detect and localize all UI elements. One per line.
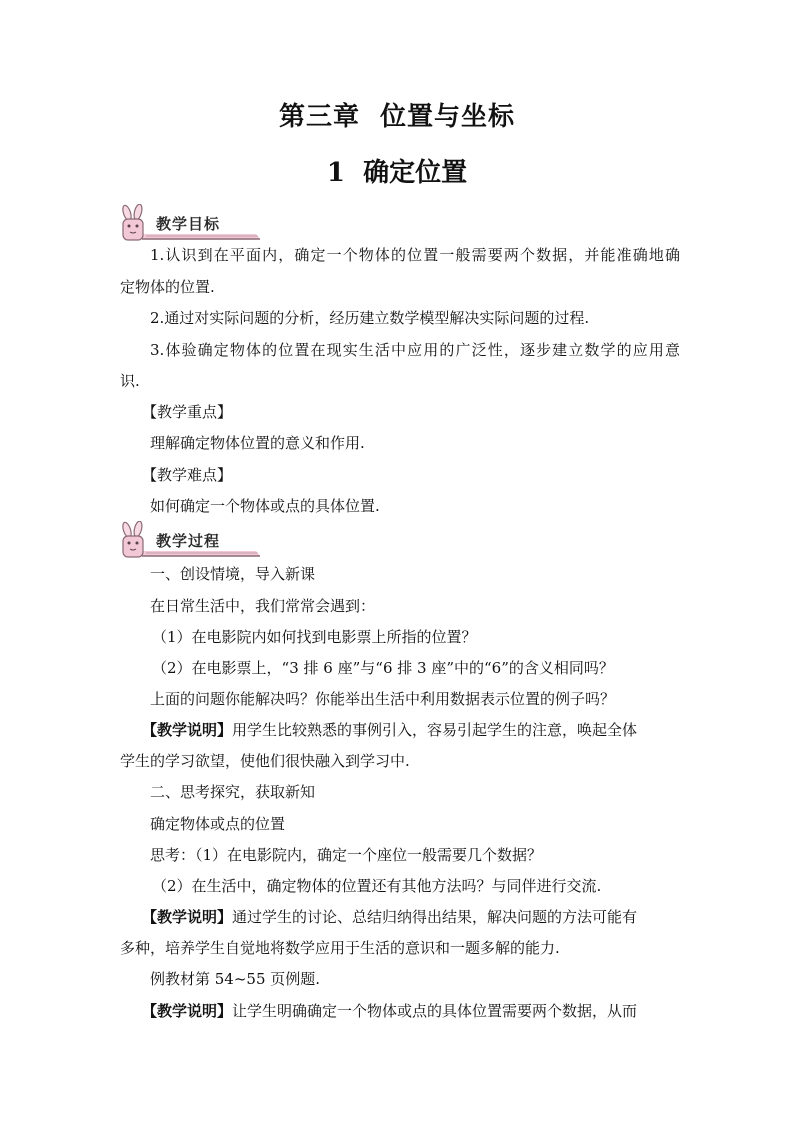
goal-3-line-1: 3.体验确定物体的位置在现实生活中应用的广泛性，逐步建立数学的应用意: [150, 341, 680, 359]
section-1-note-text: 用学生比较熟悉的事例引入，容易引起学生的注意，唤起全体: [232, 721, 638, 739]
section-title: 1 确定位置: [326, 158, 468, 188]
difficulty-text: 如何确定一个物体或点的具体位置.: [150, 497, 380, 515]
section-1-question-3: 上面的问题你能解决吗？你能举出生活中利用数据表示位置的例子吗？: [150, 690, 616, 708]
section-1-note-line-1: [142, 720, 680, 740]
key-point-label: 【教学重点】: [142, 403, 233, 421]
section-2-note2-text: 让学生明确确定一个物体或点的具体位置需要两个数据，从而: [232, 1002, 638, 1020]
section-1-question-2: （2）在电影票上，“3 排 6 座”与“6 排 3 座”中的“6”的含义相同吗？: [152, 659, 614, 677]
section-2-think-2: （2）在生活中，确定物体的位置还有其他方法吗？与同伴进行交流.: [152, 877, 602, 895]
goals-banner-label: 教学目标: [156, 215, 221, 233]
process-banner-label: 教学过程: [156, 532, 221, 550]
section-2-note-line-1: [142, 907, 680, 927]
goals-banner: [116, 204, 260, 244]
section-1-note-line-2: 学生的学习欲望，使他们很快融入到学习中.: [120, 752, 410, 770]
teaching-note-label: 【教学说明】: [142, 1002, 233, 1020]
goal-1-line-2: 定物体的位置.: [120, 278, 215, 296]
section-1-heading: 一、创设情境，导入新课: [150, 565, 316, 583]
section-1-intro: 在日常生活中，我们常常会遇到：: [150, 597, 376, 615]
section-2-think-1: 思考：（1）在电影院内，确定一个座位一般需要几个数据？: [150, 846, 543, 864]
teaching-note-label: 【教学说明】: [142, 721, 233, 739]
section-2-example: 例教材第 54~55 页例题.: [150, 970, 321, 988]
key-point-text: 理解确定物体位置的意义和作用.: [150, 434, 365, 452]
difficulty-label: 【教学难点】: [142, 466, 233, 484]
goal-3-line-2: 识.: [120, 372, 140, 390]
section-2-note2-line-1: [142, 1001, 680, 1021]
goal-2: 2.通过对实际问题的分析，经历建立数学模型解决实际问题的过程.: [150, 309, 590, 327]
goal-1-line-1: 1.认识到在平面内，确定一个物体的位置一般需要两个数据，并能准确地确: [150, 246, 680, 264]
section-2-note-line-2: 多种，培养学生自觉地将数学应用于生活的意识和一题多解的能力.: [120, 939, 560, 957]
teaching-note-label: 【教学说明】: [142, 908, 233, 926]
process-banner: [116, 521, 260, 561]
section-2-note-text: 通过学生的讨论、总结归纳得出结果，解决问题的方法可能有: [232, 908, 638, 926]
section-2-topic: 确定物体或点的位置: [150, 815, 286, 833]
section-1-question-1: （1）在电影院内如何找到电影票上所指的位置？: [152, 628, 477, 646]
section-2-heading: 二、思考探究，获取新知: [150, 783, 316, 801]
chapter-title: 第三章 位置与坐标: [278, 102, 516, 132]
